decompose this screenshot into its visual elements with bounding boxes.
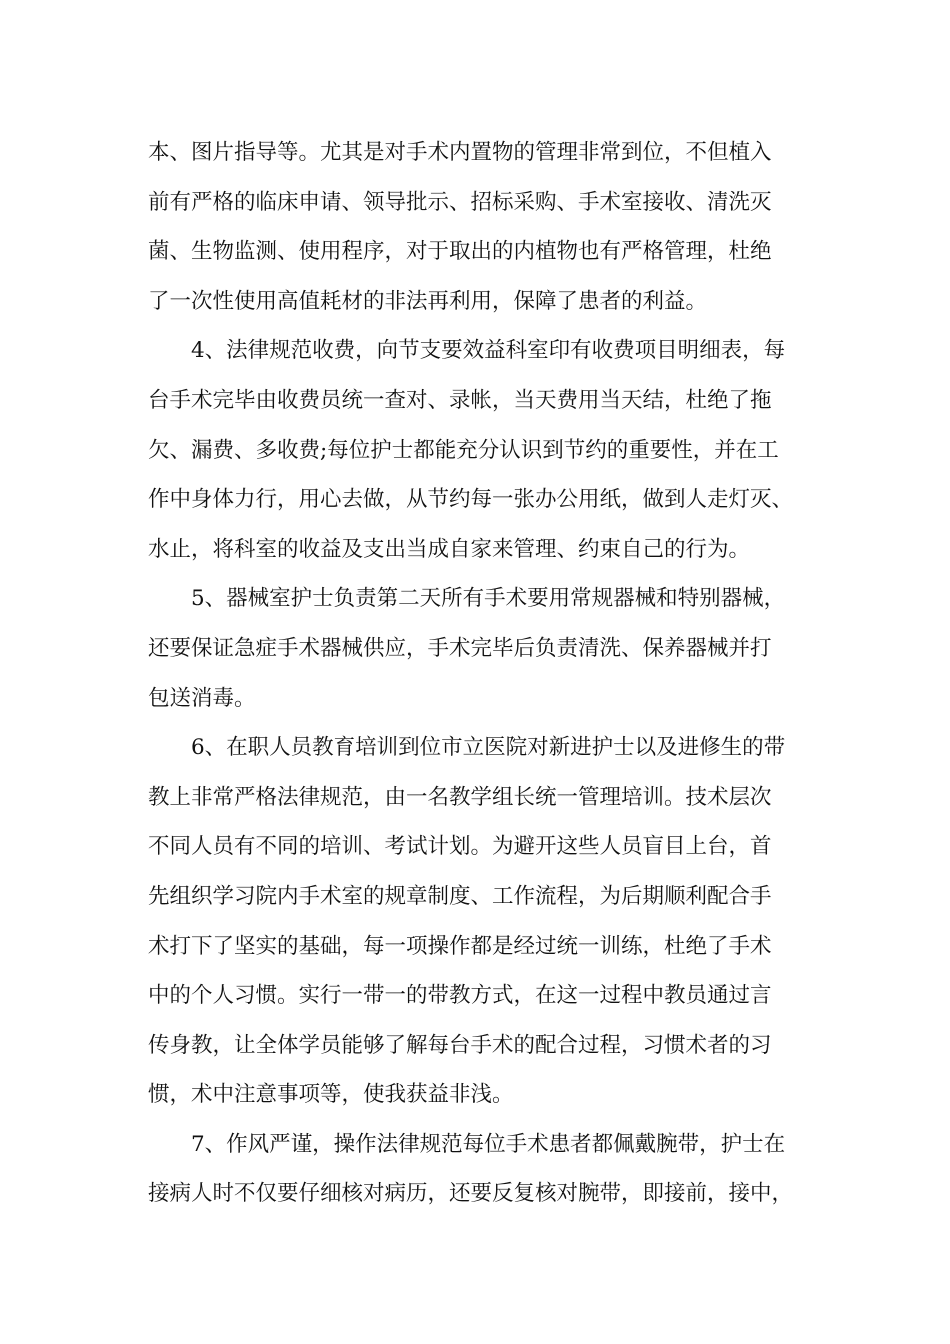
- text-line: 6、在职人员教育培训到位市立医院对新进护士以及进修生的带: [148, 735, 786, 761]
- text-line: 4、法律规范收费，向节支要效益科室印有收费项目明细表，每: [148, 338, 786, 364]
- text-line: 了一次性使用高值耗材的非法再利用，保障了患者的利益。: [148, 288, 708, 314]
- text-line: 传身教，让全体学员能够了解每台手术的配合过程，习惯术者的习: [148, 1032, 772, 1058]
- text-line: 菌、生物监测、使用程序，对于取出的内植物也有严格管理，杜绝: [148, 239, 772, 265]
- text-line: 台手术完毕由收费员统一查对、录帐，当天费用当天结，杜绝了拖: [148, 387, 772, 413]
- text-line: 包送消毒。: [148, 685, 256, 711]
- text-line: 先组织学习院内手术室的规章制度、工作流程，为后期顺利配合手: [148, 883, 772, 909]
- text-line: 教上非常严格法律规范，由一名教学组长统一管理培训。技术层次: [148, 784, 772, 810]
- text-line: 不同人员有不同的培训、考试计划。为避开这些人员盲目上台，首: [148, 834, 772, 860]
- text-line: 中的个人习惯。实行一带一的带教方式，在这一过程中教员通过言: [148, 983, 772, 1009]
- text-line: 术打下了坚实的基础，每一项操作都是经过统一训练，杜绝了手术: [148, 933, 772, 959]
- text-line: 欠、漏费、多收费;每位护士都能充分认识到节约的重要性，并在工: [148, 437, 779, 463]
- text-line: 5、器械室护士负责第二天所有手术要用常规器械和特别器械，: [148, 586, 786, 612]
- text-line: 接病人时不仅要仔细核对病历，还要反复核对腕带，即接前，接中，: [148, 1181, 794, 1207]
- text-line: 前有严格的临床申请、领导批示、招标采购、手术室接收、清洗灭: [148, 189, 772, 215]
- text-line: 作中身体力行，用心去做，从节约每一张办公用纸，做到人走灯灭、: [148, 487, 794, 513]
- text-line: 本、图片指导等。尤其是对手术内置物的管理非常到位，不但植入: [148, 140, 772, 165]
- document-body: [148, 128, 828, 1219]
- text-line: 惯，术中注意事项等，使我获益非浅。: [148, 1082, 514, 1108]
- text-line: 水止，将科室的收益及支出当成自家来管理、约束自己的行为。: [148, 536, 751, 562]
- text-line: 还要保证急症手术器械供应，手术完毕后负责清洗、保养器械并打: [148, 635, 772, 661]
- text-line: 7、作风严谨，操作法律规范每位手术患者都佩戴腕带，护士在: [148, 1131, 786, 1157]
